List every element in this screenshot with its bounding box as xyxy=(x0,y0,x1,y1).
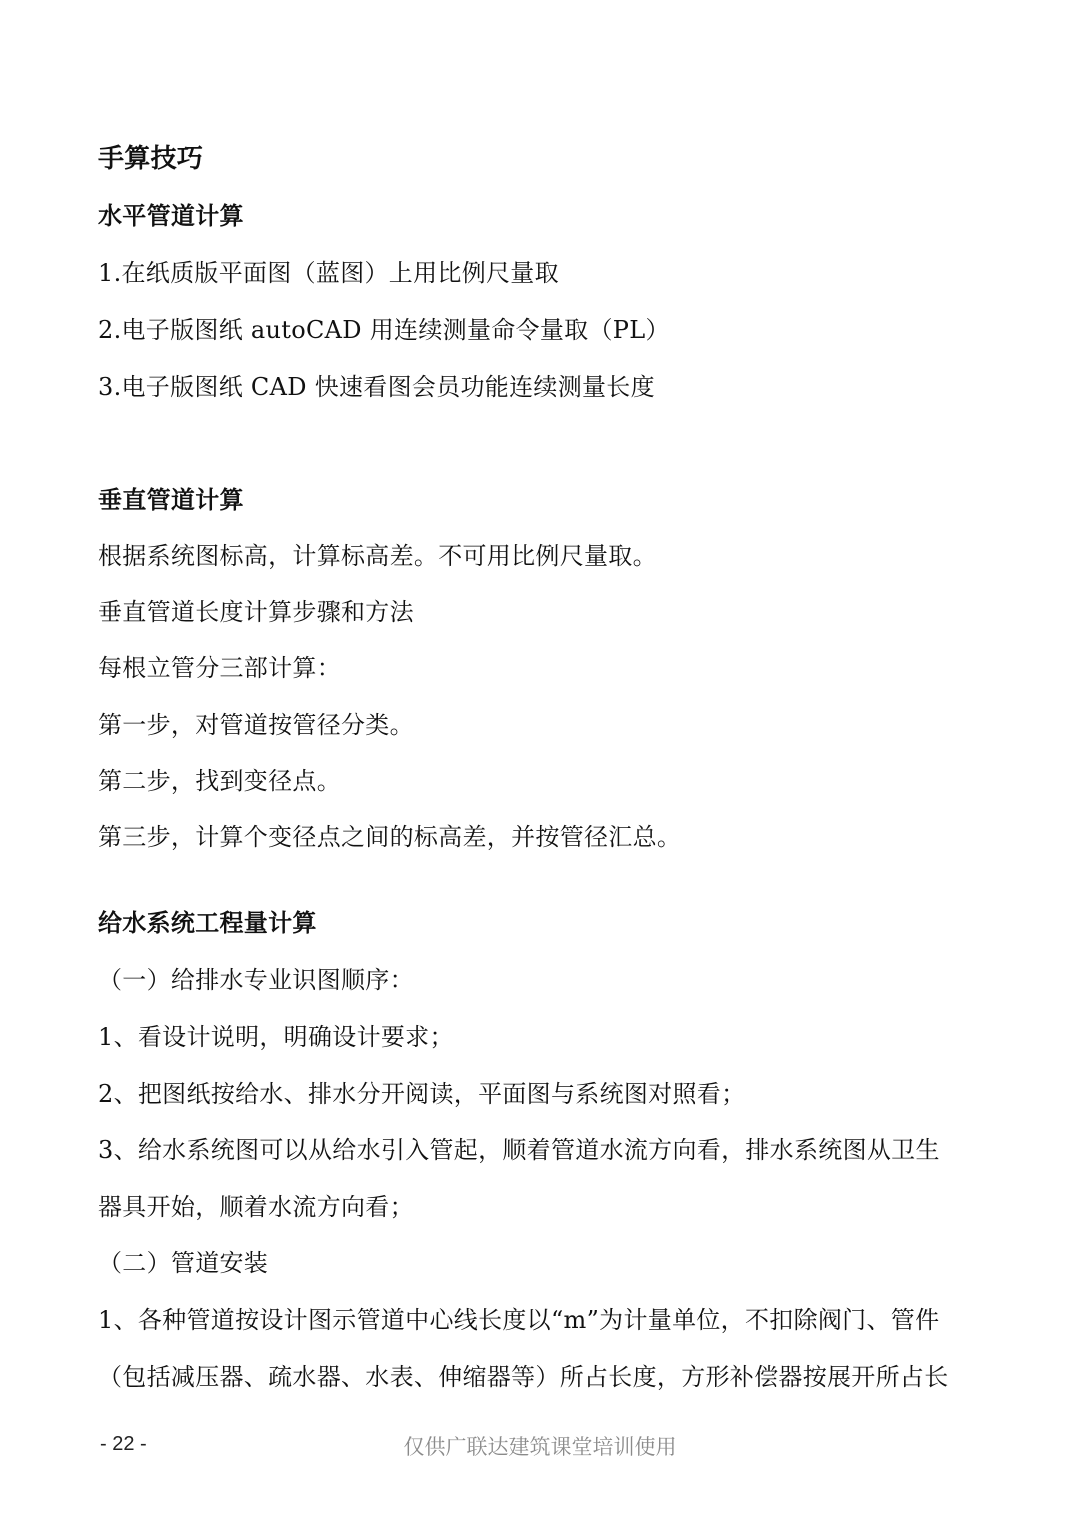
paragraph-line: 每根立管分三部计算： xyxy=(98,654,341,682)
paragraph-line: （包括减压器、疏水器、水表、伸缩器等）所占长度，方形补偿器按展开所占长 xyxy=(98,1363,949,1391)
paragraph-line: 器具开始，顺着水流方向看； xyxy=(98,1193,414,1221)
page-title: 手算技巧 xyxy=(98,144,204,174)
paragraph-line: 2.电子版图纸 autoCAD 用连续测量命令量取（PL） xyxy=(98,316,670,344)
page-number: - 22 - xyxy=(100,1433,147,1455)
paragraph-line: 1、各种管道按设计图示管道中心线长度以“m”为计量单位，不扣除阀门、管件 xyxy=(98,1306,940,1334)
paragraph-line: 第一步，对管道按管径分类。 xyxy=(98,711,414,739)
paragraph-line: 1.在纸质版平面图（蓝图）上用比例尺量取 xyxy=(98,259,559,287)
paragraph-line: 2、把图纸按给水、排水分开阅读，平面图与系统图对照看； xyxy=(98,1080,746,1108)
section-heading-water-supply: 给水系统工程量计算 xyxy=(98,909,317,937)
paragraph-line: （二）管道安装 xyxy=(98,1249,269,1277)
section-heading-horizontal-pipe: 水平管道计算 xyxy=(98,202,244,230)
paragraph-line: 垂直管道长度计算步骤和方法 xyxy=(98,598,414,626)
footer-watermark: 仅供广联达建筑课堂培训使用 xyxy=(403,1435,677,1459)
paragraph-line: 根据系统图标高，计算标高差。不可用比例尺量取。 xyxy=(98,542,657,570)
paragraph-line: 第三步，计算个变径点之间的标高差，并按管径汇总。 xyxy=(98,823,682,851)
paragraph-line: 第二步，找到变径点。 xyxy=(98,767,341,795)
paragraph-line: 3、给水系统图可以从给水引入管起，顺着管道水流方向看，排水系统图从卫生 xyxy=(98,1136,940,1164)
section-heading-vertical-pipe: 垂直管道计算 xyxy=(98,486,244,514)
paragraph-line: 1、看设计说明，明确设计要求； xyxy=(98,1023,454,1051)
paragraph-line: （一）给排水专业识图顺序： xyxy=(98,966,414,994)
paragraph-line: 3.电子版图纸 CAD 快速看图会员功能连续测量长度 xyxy=(98,373,655,401)
